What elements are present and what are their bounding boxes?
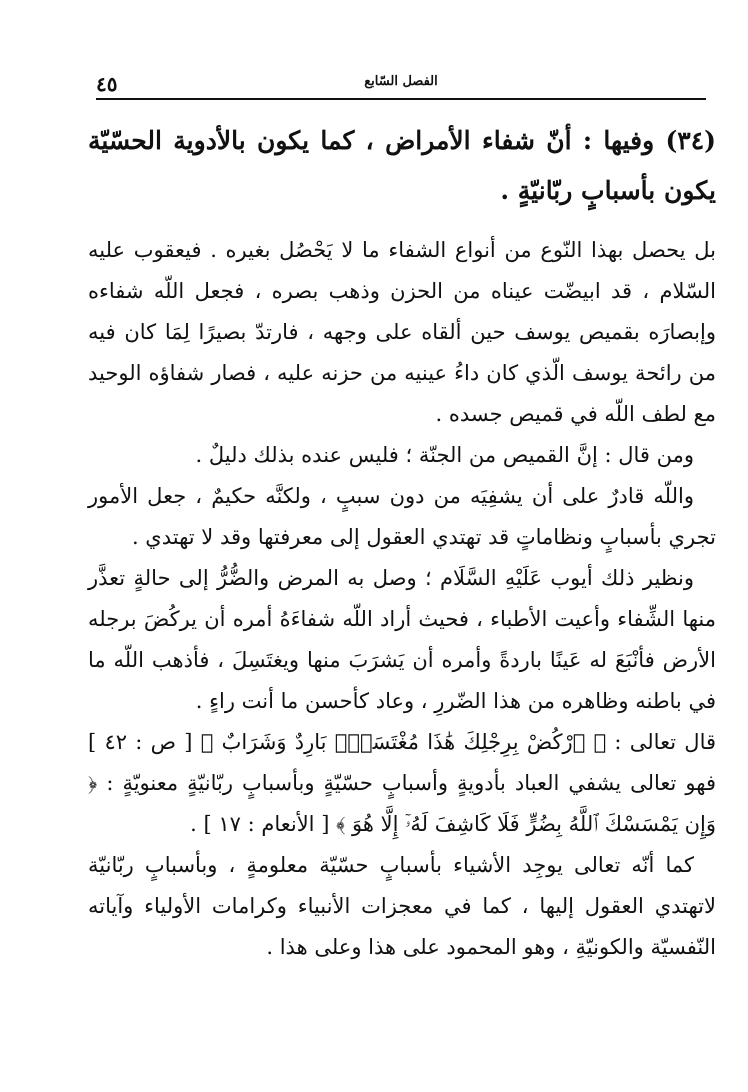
page-number: ٤٥ bbox=[96, 72, 118, 96]
page-header bbox=[96, 70, 706, 100]
paragraph: ومن قال : إنَّ القميص من الجنّة ؛ فليس عنده بذلك دليلٌ . bbox=[195, 443, 694, 467]
paragraph: ونظير ذلك أيوب عَلَيْهِ السَّلَام ؛ وصل به المرض والضُّرُّ إلى حالةٍ تعذَّر منها الشِّفاء وأعيت الأطباء ، فحيث أراد اللّه شفاءَهُ أمره أن يركُضَ برجله الأرض فأنْبَعَ له عَينًا باردةً وأمره أن يَشرَبَ منها ويغتَسِلَ ، فأذهب اللّه ما في باطنه وظاهره من هذا الضّررِ ، وعاد كأحسن ما أنت راءٍ . bbox=[88, 566, 716, 713]
paragraph: واللّه قادرٌ على أن يشفِيَه من دون سببٍ ، ولكنَّه حكيمٌ ، جعل الأمور تجري بأسبابٍ ونظاماتٍ قد تهتدي العقول إلى معرفتها وقد لا تهتدي . bbox=[88, 484, 716, 549]
section-heading: (٣٤) وفيها : أنّ شفاء الأمراض ، كما يكون بالأدوية الحسّيّة يكون بأسبابٍ ربّانيّةٍ . bbox=[88, 126, 716, 205]
page-body bbox=[88, 112, 716, 968]
header-rule bbox=[96, 98, 706, 100]
paragraph: قال تعالى : ﴿ ٱرْكُضْ بِرِجْلِكَ هَٰذَا مُغْتَسَلٌۢ بَارِدٌ وَشَرَابٌ ﴾ [ ص : ٤٢ ] فهو تعالى يشفي العباد بأدويةٍ وأسبابٍ حسّيّةٍ وبأسبابٍ ربّانيّةٍ معنويّةٍ : ﴿ وَإِن يَمْسَسْكَ ٱللَّهُ بِضُرٍّ فَلَا كَاشِفَ لَهُۥٓ إِلَّا هُوَ ﴾ [ الأنعام : ١٧ ] . bbox=[88, 730, 716, 836]
chapter-title: الفصل السّابع bbox=[364, 74, 438, 89]
paragraph: كما أنّه تعالى يوجِد الأشياء بأسبابٍ حسّيّة معلومةٍ ، وبأسبابٍ ربّانيّة لاتهتدي العقول إليها ، كما في معجزات الأنبياء وكرامات الأولياء وآياته النّفسيّة والكونيّةِ ، وهو المحمود على هذا وعلى هذا . bbox=[88, 853, 716, 959]
paragraph: بل يحصل بهذا النّوع من أنواع الشفاء ما لا يَحْصُل بغيره . فيعقوب عليه السّلام ، قد ابيضّت عيناه من الحزن وذهب بصره ، فجعل اللّه شفاءه وإبصارَه بقميص يوسف حين ألقاه على وجهه ، فارتدّ بصيرًا لِمَا كان فيه من رائحة يوسف الّذي كان داءُ عينيه من حزنه عليه ، فصار شفاؤه الوحيد مع لطف اللّه في قميص جسده . bbox=[88, 238, 716, 426]
